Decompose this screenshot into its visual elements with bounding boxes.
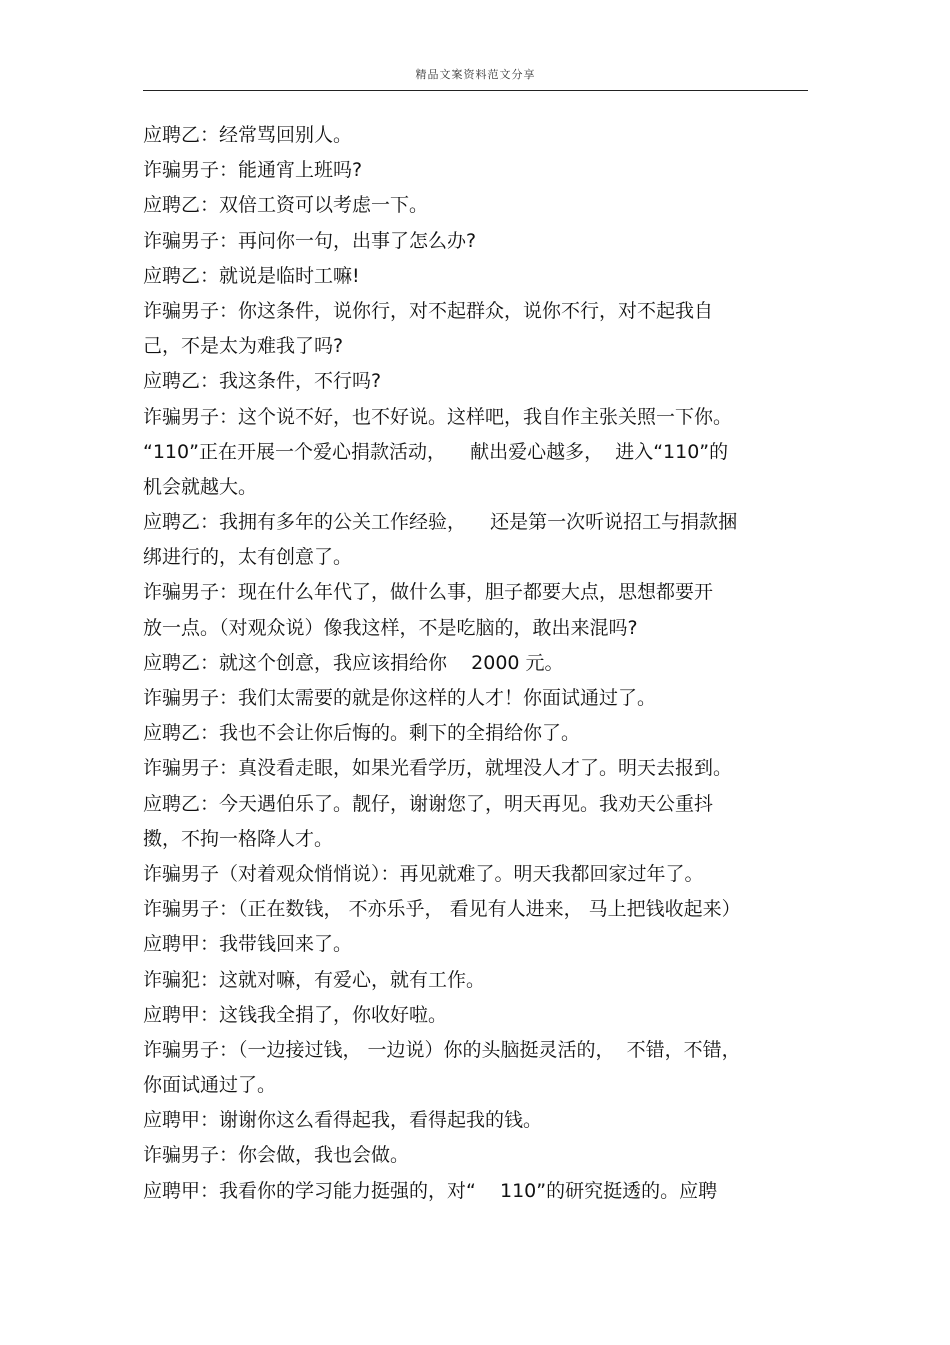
text-line: 应聘乙：今天遇伯乐了。靓仔，谢谢您了，明天再见。我劝天公重抖 bbox=[143, 792, 714, 815]
text-line: 机会就越大。 bbox=[143, 475, 258, 498]
text-line: 应聘乙：我也不会让你后悔的。剩下的全捐给你了。 bbox=[143, 722, 581, 745]
text-line: 诈骗男子：这个说不好，也不好说。这样吧，我自作主张关照一下你。 bbox=[143, 405, 733, 428]
header-divider bbox=[143, 90, 808, 91]
text-line: 诈骗男子（对着观众悄悄说）：再见就难了。明天我都回家过年了。 bbox=[143, 862, 704, 885]
text-line: 应聘甲：这钱我全捐了，你收好啦。 bbox=[143, 1003, 448, 1026]
text-line: 绑进行的，太有创意了。 bbox=[143, 546, 353, 569]
text-line: 应聘甲：谢谢你这么看得起我，看得起我的钱。 bbox=[143, 1109, 543, 1132]
text-line: 诈骗男子：你会做，我也会做。 bbox=[143, 1144, 410, 1167]
text-line: 你面试通过了。 bbox=[143, 1074, 277, 1097]
text-line: 诈骗男子：我们太需要的就是你这样的人才！你面试通过了。 bbox=[143, 687, 657, 709]
text-line: 诈骗犯：这就对嘛，有爱心，就有工作。 bbox=[143, 968, 486, 991]
page-header: 精品文案资料范文分享 bbox=[415, 68, 536, 81]
text-line: 应聘乙：经常骂回别人。 bbox=[143, 124, 353, 146]
text-line: 应聘乙：我拥有多年的公关工作经验， 还是第一次听说招工与捐款捆 bbox=[143, 511, 738, 534]
text-line: 应聘乙：就这个创意，我应该捐给你 2000 元。 bbox=[143, 651, 564, 674]
text-line: 己，不是太为难我了吗? bbox=[143, 335, 344, 358]
text-line: 诈骗男子：现在什么年代了，做什么事，胆子都要大点，思想都要开 bbox=[143, 581, 714, 604]
text-line: 应聘乙：我这条件，不行吗? bbox=[143, 370, 382, 393]
text-line: 诈骗男子：（一边接过钱， 一边说）你的头脑挺灵活的， 不错，不错， bbox=[143, 1038, 741, 1061]
text-line: “110”正在开展一个爱心捐款活动， 献出爱心越多， 进入“110”的 bbox=[143, 440, 729, 463]
text-line: 诈骗男子：你这条件，说你行，对不起群众，说你不行，对不起我自 bbox=[143, 299, 714, 322]
text-line: 应聘甲：我带钱回来了。 bbox=[143, 933, 353, 956]
document-body bbox=[143, 118, 808, 1209]
text-line: 诈骗男子：能通宵上班吗? bbox=[143, 159, 363, 182]
text-line: 擞，不拘一格降人才。 bbox=[143, 827, 334, 850]
text-line: 应聘乙：双倍工资可以考虑一下。 bbox=[143, 194, 429, 217]
text-line: 放一点。（对观众说）像我这样，不是吃脑的，敢出来混吗? bbox=[143, 616, 638, 639]
text-line: 应聘甲：我看你的学习能力挺强的，对“ 110”的研究挺透的。应聘 bbox=[143, 1179, 718, 1202]
text-line: 应聘乙：就说是临时工嘛! bbox=[143, 264, 360, 287]
text-line: 诈骗男子：真没看走眼，如果光看学历，就埋没人才了。明天去报到。 bbox=[143, 757, 733, 780]
text-line: 诈骗男子：（正在数钱， 不亦乐乎， 看见有人进来， 马上把钱收起来） bbox=[143, 898, 741, 921]
text-line: 诈骗男子：再问你一句，出事了怎么办? bbox=[143, 229, 477, 252]
